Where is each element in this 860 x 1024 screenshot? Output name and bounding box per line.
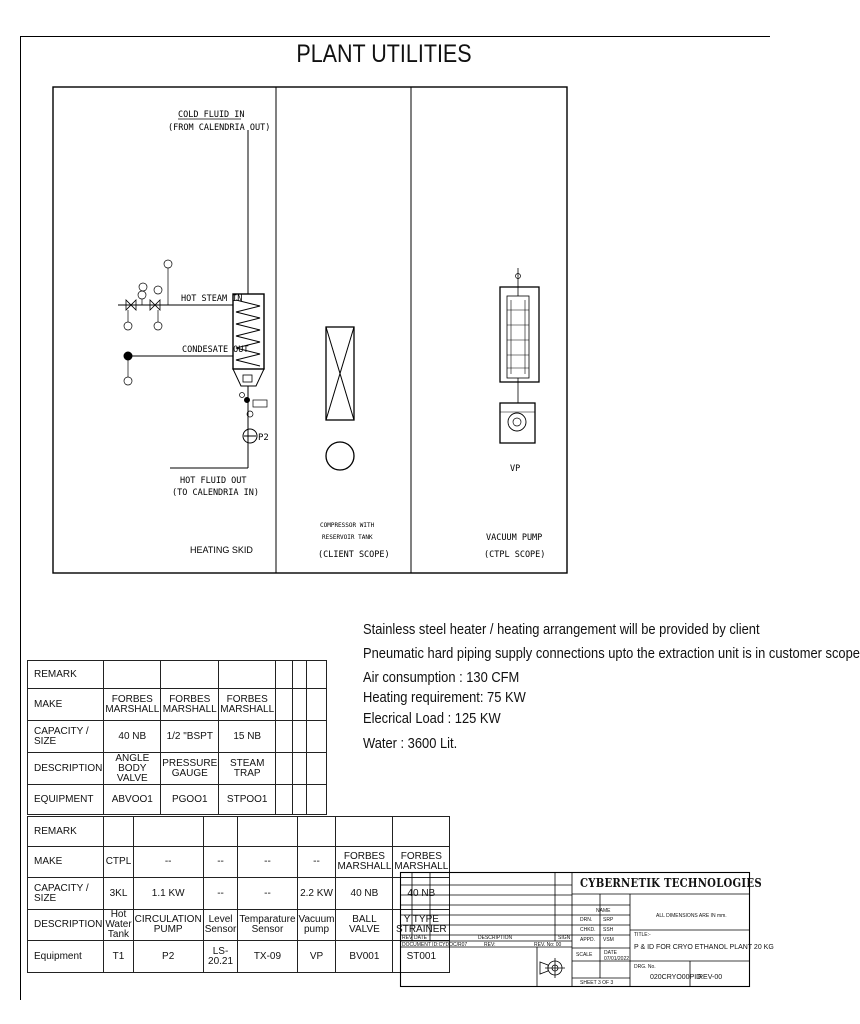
capacity-header: CAPACITY / SIZE [28, 878, 104, 910]
table-cell: VP [297, 941, 336, 973]
note-electrical: Elecrical Load : 125 KW [363, 710, 501, 727]
equipment-header: EQUIPMENT [28, 785, 104, 815]
title-block [400, 872, 774, 987]
cold-fluid-source-label: (FROM CALENDRIA OUT) [168, 123, 271, 133]
table-cell: 2.2 KW [297, 878, 336, 910]
company-name: CYBERNETIK TECHNOLOGIES [580, 876, 762, 890]
sign-header: SIGN [558, 935, 571, 941]
pump-p2-label: P2 [258, 433, 269, 443]
table-cell: CIRCULATION PUMP [133, 910, 203, 941]
cone-bottom [233, 369, 264, 386]
document-id: DOCUMENT ID:CYDOC/R07 [402, 942, 468, 948]
table-cell: T1 [104, 941, 133, 973]
table-cell: ABVOO1 [104, 785, 161, 815]
table-cell: ST001 [393, 941, 450, 973]
compressor-label-1: COMPRESSOR WITH [320, 522, 375, 529]
table-cell: Vacuum pump [297, 910, 336, 941]
vacuum-pump [500, 268, 539, 443]
note-heating: Heating requirement: 75 KW [363, 689, 526, 706]
client-scope-label: (CLIENT SCOPE) [318, 550, 390, 560]
rev-number: REV. No: 00 [534, 942, 562, 948]
drawing-number: 020CRYO00PID [650, 974, 702, 981]
table-cell: FORBES MARSHALL [161, 689, 219, 721]
table-cell: Level Sensor [203, 910, 238, 941]
table-cell: Y TYPE STRAINER [393, 910, 450, 941]
appd-label: APPD. [580, 937, 596, 943]
table-cell: ANGLE BODY VALVE [104, 753, 161, 785]
sheet-number: SHEET 3 OF 3 [580, 980, 614, 986]
equipment-table-1 [27, 660, 327, 815]
rev-header: REV [402, 935, 413, 941]
name-header: NAME [596, 908, 611, 914]
table-cell: 1/2 "BSPT [161, 721, 219, 753]
table-cell: FORBES MARSHALL [393, 847, 450, 878]
table-cell: Hot Water Tank [105, 909, 132, 940]
table-cell: 40 NB [393, 878, 450, 910]
table-cell: 1.1 KW [133, 878, 203, 910]
equipment-header: Equipment [28, 941, 104, 973]
chkd-name: SSH [603, 927, 614, 933]
table-row [28, 661, 327, 689]
chkd-label: CHKD. [580, 927, 596, 933]
page-title: PLANT UTILITIES [296, 40, 472, 68]
note-water: Water : 3600 Lit. [363, 735, 458, 752]
hot-steam-in-label: HOT STEAM IN [181, 294, 243, 304]
table-cell: STPOO1 [219, 785, 276, 815]
ctpl-scope-label: (CTPL SCOPE) [484, 550, 546, 560]
table-cell: BV001 [336, 941, 393, 973]
table-cell: 15 NB [219, 721, 276, 753]
remark-header: REMARK [28, 817, 104, 847]
table-cell: -- [297, 847, 336, 878]
cold-fluid-in-label: COLD FLUID IN [178, 110, 245, 120]
projection-symbol [540, 958, 565, 978]
title-label: TITLE:- [634, 932, 651, 938]
table-cell: -- [238, 847, 297, 878]
table-cell: P2 [133, 941, 203, 973]
vp-tag-label: VP [510, 464, 521, 474]
table-row [28, 785, 327, 815]
table-cell: 40 NB [336, 878, 393, 910]
description-header: DESCRIPTION [28, 753, 104, 785]
table-cell: 3KL [104, 878, 133, 910]
hot-fluid-destination-label: (TO CALENDRIA IN) [172, 488, 259, 498]
table-cell: PGOO1 [161, 785, 219, 815]
table-row [28, 878, 450, 910]
table-row [28, 941, 450, 973]
date-header: DATE [414, 935, 427, 941]
note-heater: Stainless steel heater / heating arrangement will be provided by client [363, 621, 760, 638]
table-cell: CTPL [104, 847, 133, 878]
drawing-number-label: DRG. No. [634, 964, 656, 970]
table-cell: 40 NB [104, 721, 161, 753]
vacuum-pump-label: VACUUM PUMP [486, 533, 543, 543]
date-label: DATE [604, 950, 617, 956]
table-cell: -- [203, 847, 238, 878]
drn-label: DRN. [580, 917, 593, 923]
scale-label: SCALE [576, 952, 593, 958]
table-cell: FORBES MARSHALL [104, 689, 161, 721]
table-cell: FORBES MARSHALL [219, 689, 276, 721]
table-row [28, 847, 450, 878]
table-cell: STEAM TRAP [219, 753, 276, 785]
appd-name: VSM [603, 937, 614, 943]
heating-skid-label: HEATING SKID [190, 545, 253, 555]
make-header: MAKE [28, 689, 104, 721]
note-air: Air consumption : 130 CFM [363, 669, 520, 686]
table-cell: FORBES MARSHALL [336, 847, 393, 878]
diagram-frame [53, 87, 567, 573]
compressor-label-2: RESERVOIR TANK [322, 534, 373, 541]
drawing-title: P & ID FOR CRYO ETHANOL PLANT 20 KG [634, 944, 774, 951]
dimensions-note: ALL DIMENSIONS ARE IN mm. [656, 913, 727, 919]
hot-fluid-out-label: HOT FLUID OUT [180, 476, 247, 486]
make-header: MAKE [28, 847, 104, 878]
drn-name: SRP [603, 917, 614, 923]
condensate-out-label: CONDESATE OUT [182, 345, 249, 355]
table-row [28, 910, 450, 941]
table-cell: Temparature Sensor [238, 910, 297, 941]
table-cell: TX-09 [238, 941, 297, 973]
table-cell: PRESSURE GAUGE [161, 753, 219, 785]
note-piping: Pneumatic hard piping supply connections upto the extraction unit is in customer scope [363, 645, 860, 662]
table-cell: -- [238, 878, 297, 910]
rev-label: REV: [484, 942, 496, 948]
table-cell: -- [133, 847, 203, 878]
date-value: 07/01/2022 [604, 956, 630, 962]
table-row [28, 689, 327, 721]
equipment-table-2 [27, 816, 450, 973]
table-cell: LS- 20.21 [203, 941, 238, 973]
description-header: DESCRIPTION [28, 910, 104, 941]
table-row [28, 721, 327, 753]
description-header: DESCRIPTION [478, 935, 513, 941]
table-cell: BALL VALVE [336, 910, 393, 941]
table-row [28, 817, 450, 847]
revision-value: REV-00 [698, 974, 723, 981]
table-row [28, 753, 327, 785]
compressor-with-tank [326, 327, 354, 470]
capacity-header: CAPACITY / SIZE [28, 721, 104, 753]
heat-exchanger [233, 294, 264, 369]
table-cell: -- [203, 878, 238, 910]
remark-header: REMARK [28, 661, 104, 689]
